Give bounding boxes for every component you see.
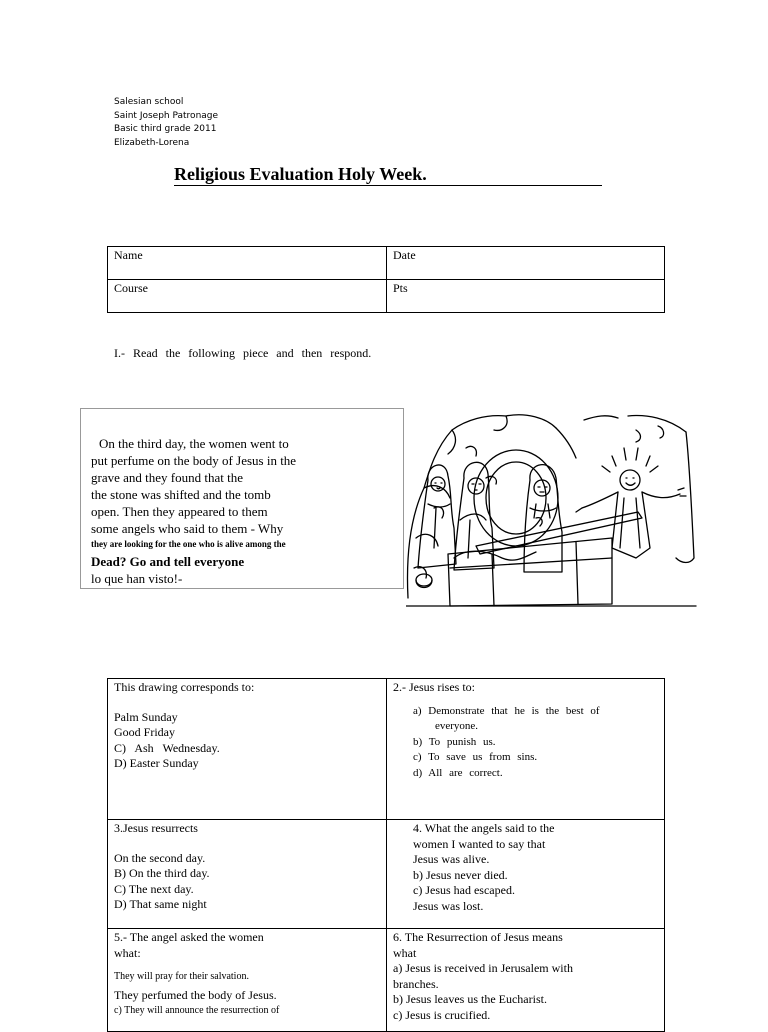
passage-line: On the third day, the women went to (99, 436, 289, 451)
question-4-cell (387, 820, 665, 929)
passage-line: grave and they found that the (91, 470, 243, 485)
question-4-option[interactable]: Jesus was lost. (413, 898, 484, 913)
question-6-option[interactable]: b) Jesus leaves us the Eucharist. (393, 992, 547, 1006)
question-4-option[interactable]: b) Jesus never died. (413, 867, 508, 882)
question-6-line: 6. The Resurrection of Jesus means (393, 930, 563, 944)
student-info-table (107, 246, 665, 313)
question-3-prompt: 3.Jesus resurrects (114, 821, 198, 835)
course-label: Course (114, 281, 148, 295)
course-field[interactable] (108, 280, 387, 313)
question-1-option[interactable]: Good Friday (114, 725, 175, 739)
question-4-option[interactable]: Jesus was alive. (413, 852, 490, 866)
question-6-option[interactable]: a) Jesus is received in Jerusalem with (393, 961, 573, 975)
empty-tomb-illustration (406, 408, 698, 614)
question-6-line: what (393, 945, 417, 960)
passage-small-line: they are looking for the one who is alive among the (91, 539, 286, 549)
passage-line: some angels who said to them - Why (91, 521, 284, 536)
passage-line: put perfume on the body of Jesus in the (91, 453, 297, 468)
question-2-option[interactable]: c) To save us from sins. (413, 751, 538, 763)
instruction: I.- Read the following piece and then respond. (114, 346, 372, 360)
passage-last-line: lo que han visto!- (91, 571, 183, 586)
question-5-option[interactable]: They will pray for their salvation. (114, 971, 249, 982)
pts-label: Pts (393, 281, 408, 295)
question-4-option[interactable]: c) Jesus had escaped. (413, 883, 515, 897)
question-2-option[interactable]: b) To punish us. (413, 735, 496, 748)
passage-line: the stone was shifted and the tomb (91, 487, 271, 502)
question-3-option[interactable]: C) The next day. (114, 881, 194, 896)
question-3-option[interactable]: B) On the third day. (114, 866, 210, 880)
name-label: Name (114, 248, 143, 262)
question-5-cell (108, 929, 387, 1032)
passage-bold-line: Dead? Go and tell everyone (91, 554, 245, 569)
question-1-cell (108, 679, 387, 820)
date-field[interactable] (387, 247, 665, 280)
question-6-option[interactable]: c) Jesus is crucified. (393, 1007, 491, 1022)
question-3-cell (108, 820, 387, 929)
question-6-cell (387, 929, 665, 1032)
question-5-option[interactable]: c) They will announce the resurrection of (114, 1005, 280, 1016)
question-2-option[interactable]: d) All are correct. (413, 766, 503, 779)
header-line: Elizabeth-Lorena (114, 137, 190, 148)
header-line: Salesian school (114, 97, 184, 107)
question-6-option[interactable]: branches. (393, 976, 439, 991)
header-line: Basic third grade 2011 (114, 124, 217, 134)
question-5-option[interactable]: They perfumed the body of Jesus. (114, 987, 277, 1002)
passage-line: open. Then they appeared to them (91, 504, 268, 519)
date-label: Date (393, 248, 416, 262)
questions-table (107, 678, 665, 1032)
page-title: Religious Evaluation Holy Week. (174, 163, 602, 186)
question-5-prompt: what: (114, 945, 141, 960)
header-line: Saint Joseph Patronage (114, 110, 219, 121)
question-2-prompt: 2.- Jesus rises to: (393, 680, 475, 694)
question-4-line: 4. What the angels said to the (413, 821, 555, 835)
question-3-option[interactable]: On the second day. (114, 850, 206, 865)
question-2-option-cont[interactable]: everyone. (435, 720, 479, 732)
question-2-cell (387, 679, 665, 820)
school-header (114, 96, 218, 150)
question-3-option[interactable]: D) That same night (114, 897, 207, 911)
question-1-prompt: This drawing corresponds to: (114, 680, 255, 694)
question-5-prompt: 5.- The angel asked the women (114, 930, 264, 944)
reading-passage (80, 408, 404, 589)
question-1-option[interactable]: Palm Sunday (114, 709, 178, 724)
question-1-option[interactable]: D) Easter Sunday (114, 756, 199, 770)
pts-field[interactable] (387, 280, 665, 313)
question-1-option[interactable]: C) Ash Wednesday. (114, 740, 220, 755)
name-field[interactable] (108, 247, 387, 280)
question-2-option[interactable]: a) Demonstrate that he is the best of (413, 704, 600, 717)
question-4-line: women I wanted to say that (413, 836, 546, 851)
